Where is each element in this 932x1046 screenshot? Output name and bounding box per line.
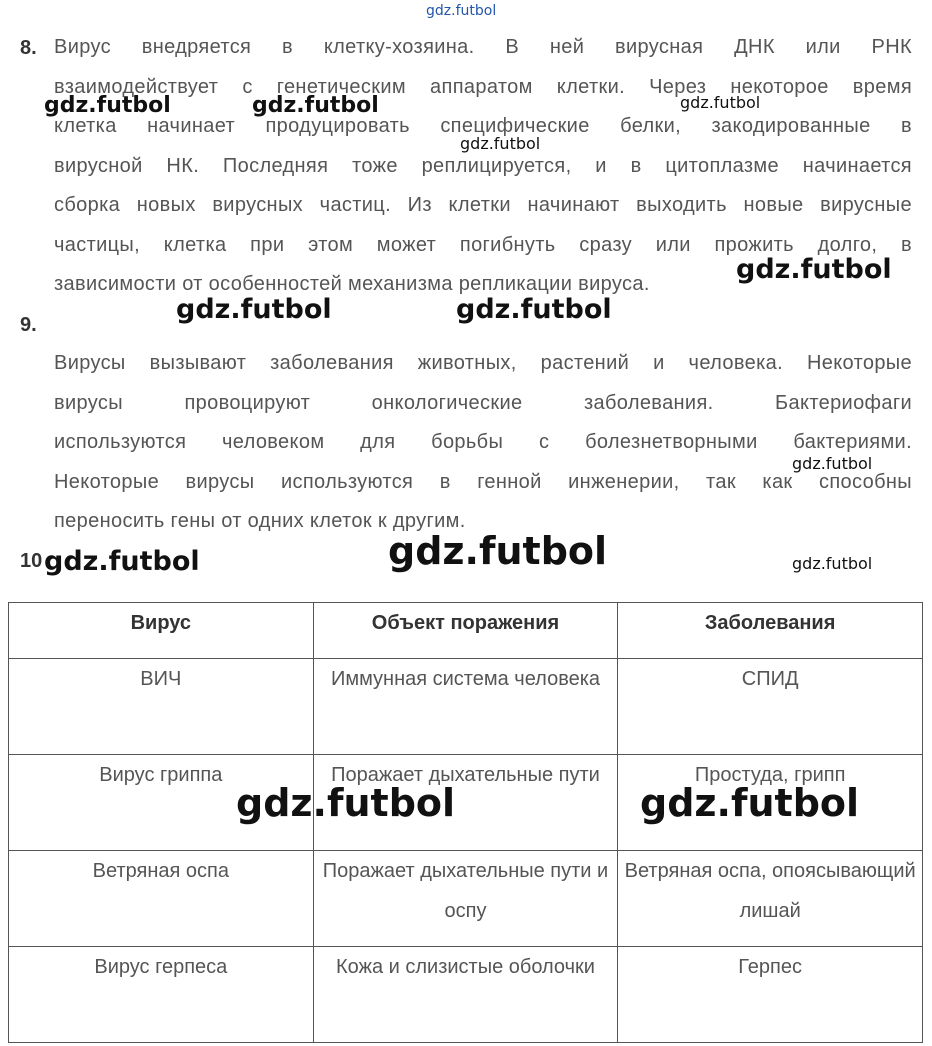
q8-line: Вирус внедряется в клетку-хозяина. В ней вирусная ДНК или РНК xyxy=(54,36,912,58)
table-cell: Поражает дыхательные пути xyxy=(313,755,618,851)
q8-line: взаимодействует с генетическим аппаратом клетки. Через некоторое время xyxy=(54,75,912,98)
header-virus: Вирус xyxy=(9,603,314,659)
watermark: gdz.futbol xyxy=(44,93,171,118)
q8-line: зависимости от особенностей механизма репликации вируса. xyxy=(54,273,650,295)
table-row xyxy=(9,659,923,755)
table-cell: Простуда, грипп xyxy=(618,755,923,851)
table-cell: Иммунная система человека xyxy=(313,659,618,755)
watermark: gdz.futbol xyxy=(44,546,200,577)
watermark: gdz.futbol xyxy=(460,134,541,153)
table-cell: ВИЧ xyxy=(9,659,314,755)
header-disease: Заболевания xyxy=(618,603,923,659)
question-9-answer xyxy=(54,344,912,542)
watermark: gdz.futbol xyxy=(680,93,761,112)
watermark: gdz.futbol xyxy=(736,254,892,285)
watermark: gdz.futbol xyxy=(388,529,608,573)
table-cell: Вирус гриппа xyxy=(9,755,314,851)
table-cell: Вирус герпеса xyxy=(9,947,314,1043)
watermark: gdz.futbol xyxy=(236,781,456,825)
q9-line: вирусы провоцируют онкологические заболевания. Бактериофаги xyxy=(54,391,912,414)
q9-line: Некоторые вирусы используются в генной инженерии, так как способны xyxy=(54,470,912,493)
question-10-number: 10 xyxy=(20,550,43,572)
q8-line: частицы, клетка при этом может погибнуть сразу или прожить долго, в xyxy=(54,233,912,256)
table-cell: Кожа и слизистые оболочки xyxy=(313,947,618,1043)
question-9-number: 9. xyxy=(20,314,37,336)
watermark: gdz.futbol xyxy=(176,294,332,325)
header-target: Объект поражения xyxy=(313,603,618,659)
q8-line: сборка новых вирусных частиц. Из клетки начинают выходить новые вирусные xyxy=(54,194,912,216)
watermark-top: gdz.futbol xyxy=(426,3,497,19)
watermark: gdz.futbol xyxy=(640,781,860,825)
table-cell: Поражает дыхательные пути и оспу xyxy=(313,851,618,947)
table-cell: Герпес xyxy=(618,947,923,1043)
table-header-row xyxy=(9,603,923,659)
table-cell: СПИД xyxy=(618,659,923,755)
watermark: gdz.futbol xyxy=(792,554,873,573)
q8-line: вирусной НК. Последняя тоже реплицируется, и в цитоплазме начинается xyxy=(54,154,912,177)
table-row xyxy=(9,947,923,1043)
table-row xyxy=(9,851,923,947)
watermark: gdz.futbol xyxy=(252,93,379,118)
watermark: gdz.futbol xyxy=(456,294,612,325)
q8-line: клетка начинает продуцировать специфические белки, закодированные в xyxy=(54,115,912,137)
question-8-number: 8. xyxy=(20,37,37,59)
watermark: gdz.futbol xyxy=(792,454,873,473)
q9-line: переносить гены от одних клеток к другим. xyxy=(54,510,466,532)
q9-line: используются человеком для борьбы с болезнетворными бактериями. xyxy=(54,431,912,453)
q9-line: Вирусы вызывают заболевания животных, растений и человека. Некоторые xyxy=(54,352,912,374)
table-cell: Ветряная оспа xyxy=(9,851,314,947)
table-cell: Ветряная оспа, опоясывающий лишай xyxy=(618,851,923,947)
